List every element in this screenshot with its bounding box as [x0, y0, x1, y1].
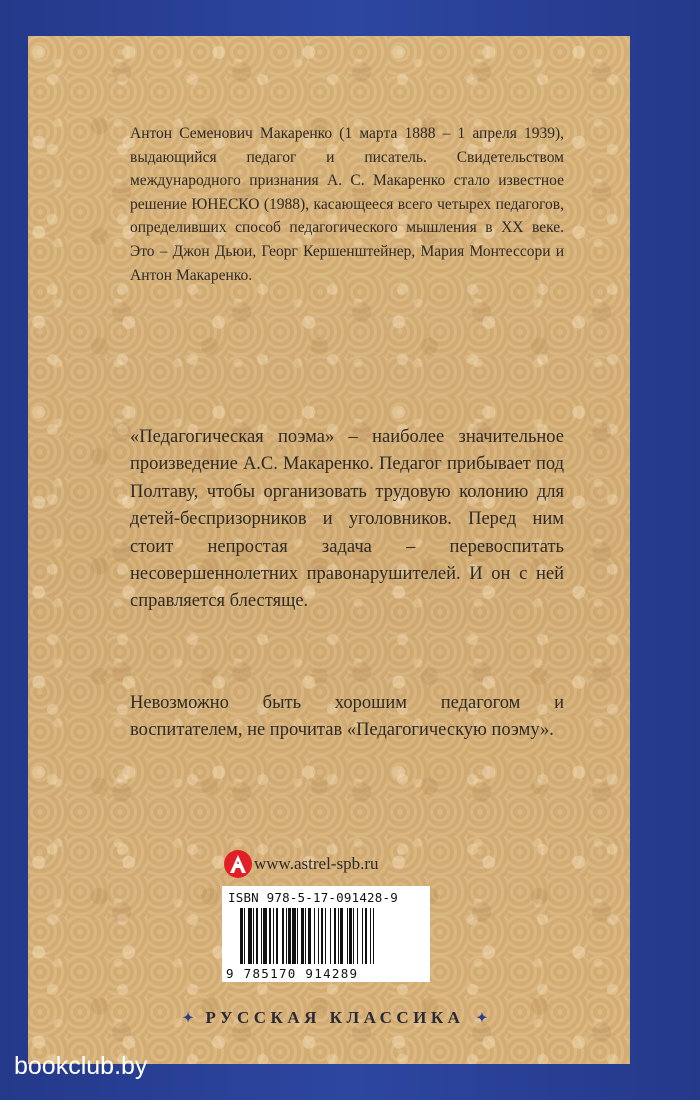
barcode-bar — [288, 908, 291, 964]
barcode-bar — [338, 908, 339, 964]
barcode-bar — [256, 908, 259, 964]
barcode-bar — [240, 908, 243, 964]
barcode-bar — [292, 908, 296, 964]
barcode-bar — [334, 908, 337, 964]
barcode-bar — [340, 908, 343, 964]
barcode-bar — [321, 908, 324, 964]
barcode-bar — [318, 908, 319, 964]
barcode-bar — [308, 908, 312, 964]
barcode-bar — [244, 908, 245, 964]
barcode-bar — [273, 908, 274, 964]
barcode-bar — [373, 908, 374, 964]
series-label: РУССКАЯ КЛАССИКА — [205, 1008, 465, 1027]
author-bio: Антон Семенович Макаренко (1 марта 1888 – 1 апреля 1939), выдающийся педагог и писатель. Свидетельством международного признания А. С. Макаренко стало известное решение ЮНЕСКО (1988), касающееся всего четырех педагогов, определивших способ педагогического мышления в XX веке. Это – Джон Дьюи, Георг Кершенштейнер, Мария Монтессори и Антон Макаренко. — [130, 125, 564, 284]
barcode-bar — [370, 908, 371, 964]
barcode-bar — [282, 908, 285, 964]
closing-statement: Невозможно быть хорошим педагогом и воспитателем, не прочитав «Педагогическую поэму». — [130, 693, 564, 741]
barcode-bar — [357, 908, 358, 964]
barcode-bar — [362, 908, 363, 964]
barcode-bar — [301, 908, 304, 964]
barcode-bar — [314, 908, 315, 964]
series-title — [140, 1006, 530, 1030]
barcode-bar — [263, 908, 267, 964]
barcode-bar — [353, 908, 354, 964]
publisher-website[interactable]: www.astrel-spb.ru — [254, 854, 379, 873]
barcode-bar — [269, 908, 272, 964]
barcode-bar — [330, 908, 331, 964]
barcode-bar — [248, 908, 252, 964]
barcode-bar — [347, 908, 348, 964]
publisher-line — [224, 848, 378, 880]
barcode-bar — [349, 908, 352, 964]
astrel-a-logo-icon — [224, 850, 252, 878]
barcode-bar — [325, 908, 326, 964]
isbn-label: ISBN 978-5-17-091428-9 — [228, 890, 398, 905]
barcode-bar — [305, 908, 306, 964]
diamond-star-icon: ✦ — [476, 1010, 488, 1025]
barcode-bar — [276, 908, 277, 964]
watermark: bookclub.by — [14, 1052, 148, 1080]
barcode-bar — [286, 908, 287, 964]
book-description: «Педагогическая поэма» – наиболее значительное произведение А.С. Макаренко. Педагог прибывает под Полтаву, чтобы организовать трудовую колонию для детей-беспризорников и уголовников. Перед ним стоит непростая задача – перевоспитать несовершеннолетних правонарушителей. И он с ней справляется блестяще. — [130, 427, 564, 612]
barcode-bar — [365, 908, 368, 964]
barcode-digits: 9 785170 914289 — [226, 966, 359, 981]
barcode-bar — [261, 908, 262, 964]
barcode-bars — [240, 908, 422, 964]
barcode-bar — [253, 908, 254, 964]
diamond-star-icon: ✦ — [182, 1010, 194, 1025]
barcode — [222, 886, 430, 982]
barcode-bar — [297, 908, 298, 964]
